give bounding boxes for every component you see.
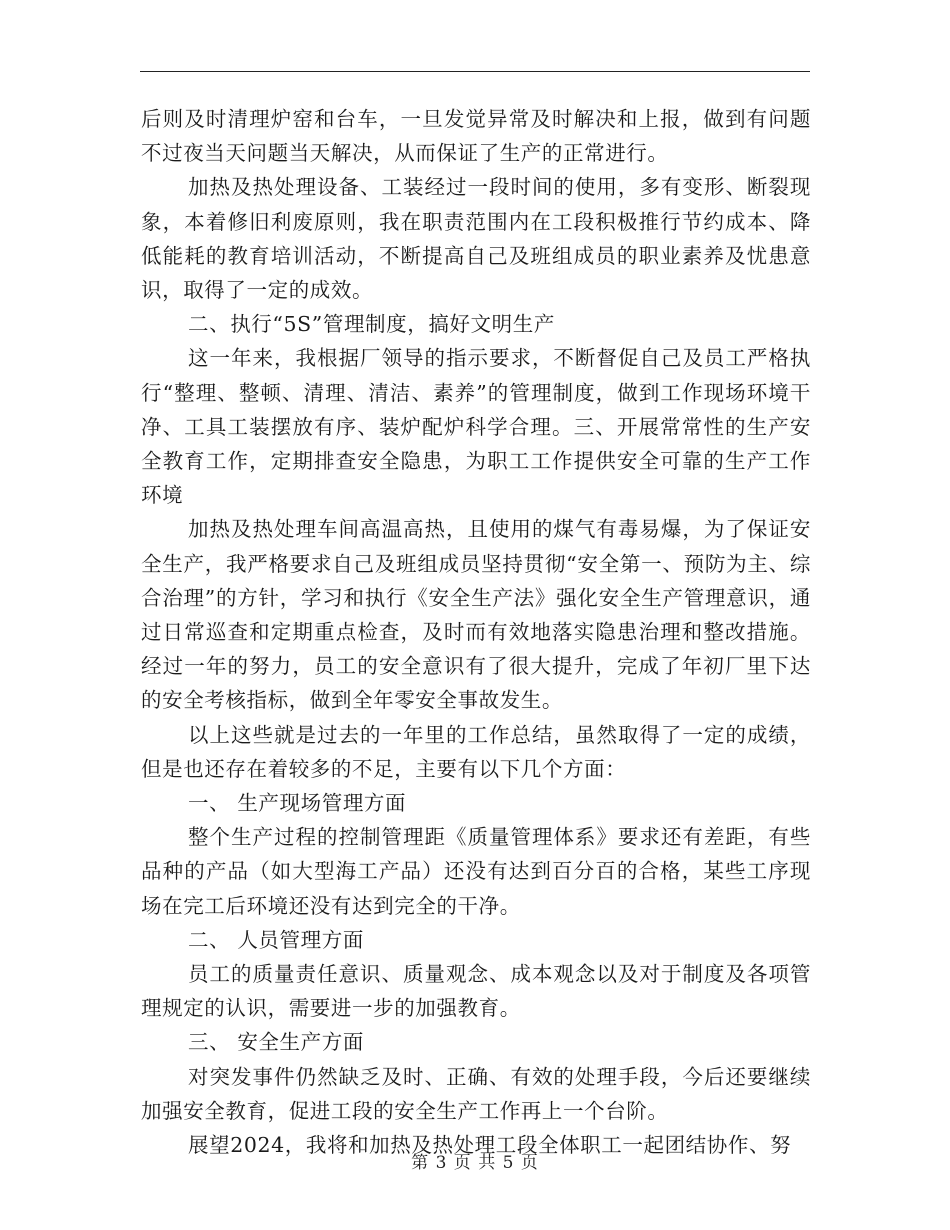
paragraph: 加热及热处理设备、工装经过一段时间的使用，多有变形、断裂现象，本着修旧利废原则，我在职责范围内在工段积极推行节约成本、降低能耗的教育培训活动，不断提高自己及班组成员的职业素养及忧患意识，取得了一定的成效。	[141, 175, 811, 303]
header-rule	[140, 71, 810, 72]
paragraph: 以上这些就是过去的一年里的工作总结，虽然取得了一定的成绩，但是也还存在着较多的不足，主要有以下几个方面：	[141, 722, 811, 781]
document-body	[141, 102, 811, 1162]
paragraph: 后则及时清理炉窑和台车，一旦发觉异常及时解决和上报，做到有问题不过夜当天问题当天解决，从而保证了生产的正常进行。	[141, 107, 811, 166]
paragraph: 整个生产过程的控制管理距《质量管理体系》要求还有差距，有些品种的产品（如大型海工产品）还没有达到百分百的合格，某些工序现场在完工后环境还没有达到完全的干净。	[141, 825, 811, 918]
paragraph: 展望2024，我将和加热及热处理工段全体职工一起团结协作、努	[188, 1133, 792, 1158]
paragraph: 这一年来，我根据厂领导的指示要求，不断督促自己及员工严格执行“整理、整顿、清理、清洁、素养”的管理制度，做到工作现场环境干净、工具工装摆放有序、装炉配炉科学合理。三、开展常常性的生产安全教育工作，定期排查安全隐患，为职工工作提供安全可靠的生产工作环境	[141, 346, 811, 508]
section-heading: 一、 生产现场管理方面	[188, 791, 407, 816]
section-heading: 二、执行“5S”管理制度，搞好文明生产	[188, 312, 555, 337]
section-heading: 二、 人员管理方面	[188, 927, 364, 952]
paragraph: 员工的质量责任意识、质量观念、成本观念以及对于制度及各项管理规定的认识，需要进一步的加强教育。	[141, 962, 811, 1021]
page-number-footer: 第 3 页 共 5 页	[411, 1153, 539, 1173]
paragraph: 加热及热处理车间高温高热，且使用的煤气有毒易爆，为了保证安全生产，我严格要求自己及班组成员坚持贯彻“安全第一、预防为主、综合治理”的方针，学习和执行《安全生产法》强化安全生产管理意识，通过日常巡查和定期重点检查，及时而有效地落实隐患治理和整改措施。经过一年的努力，员工的安全意识有了很大提升，完成了年初厂里下达的安全考核指标，做到全年零安全事故发生。	[141, 517, 811, 713]
section-heading: 三、 安全生产方面	[188, 1030, 364, 1055]
paragraph: 对突发事件仍然缺乏及时、正确、有效的处理手段，今后还要继续加强安全教育，促进工段的安全生产工作再上一个台阶。	[141, 1064, 811, 1123]
